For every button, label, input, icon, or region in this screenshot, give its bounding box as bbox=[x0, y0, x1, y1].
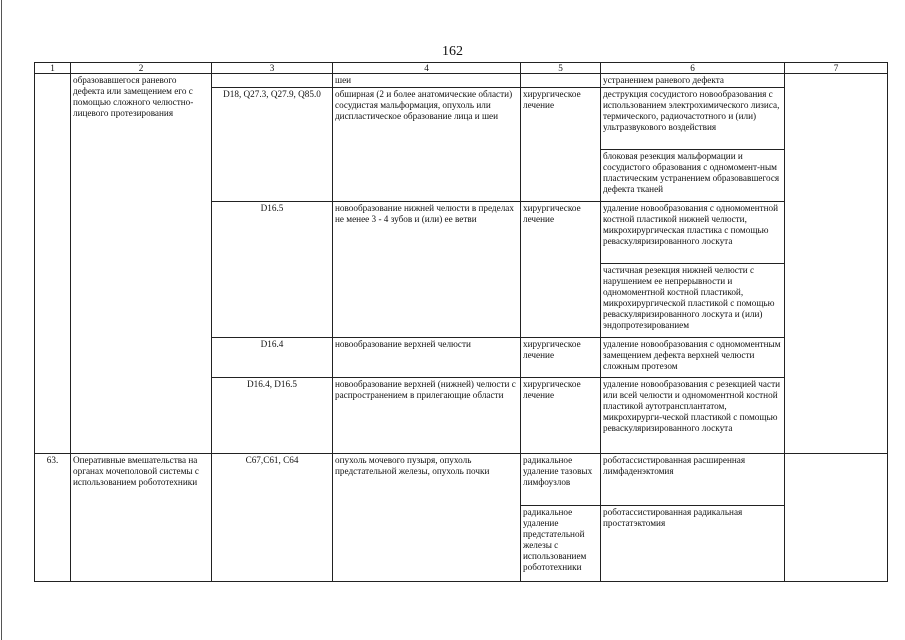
cell-icd-codes: D16.5 bbox=[212, 202, 333, 338]
column-header: 1 bbox=[35, 63, 71, 74]
cell-method: частичная резекция нижней челюсти с нарушением ее непрерывности и одномоментной костной пластикой, микрохирургической пластикой с помощью реваскуляризированного лоскута и (или) эндопротезированием bbox=[601, 264, 785, 338]
cell-icd-codes: C67,C61, C64 bbox=[212, 454, 333, 582]
cell-treatment-type: хирургическое лечение bbox=[521, 338, 601, 378]
cell-method: удаление новообразования с резекцией части или всей челюсти и одномоментной костной пластикой аутотрансплантатом, микрохирурги-ческой пластикой с помощью реваскуляризированного лоскута bbox=[601, 378, 785, 454]
column-header: 5 bbox=[521, 63, 601, 74]
cell-method: устранением раневого дефекта bbox=[601, 74, 785, 88]
cell-method: роботассистированная радикальная простатэктомия bbox=[601, 506, 785, 582]
cell-diagnosis: новообразование верхней (нижней) челюсти с распространением в прилегающие области bbox=[333, 378, 521, 454]
column-header: 3 bbox=[212, 63, 333, 74]
medical-care-table bbox=[34, 62, 888, 582]
cell-diagnosis: шеи bbox=[333, 74, 521, 88]
cell-intervention-type: образовавшегося раневого дефекта или замещением его с помощью сложного челюстно-лицевого протезирования bbox=[71, 74, 212, 454]
table-row bbox=[35, 74, 888, 88]
cell-method: роботассистированная расширенная лимфаденэктомия bbox=[601, 454, 785, 506]
cell-treatment-type: радикальное удаление предстательной железы с использованием робототехники bbox=[521, 506, 601, 582]
column-header: 7 bbox=[785, 63, 888, 74]
cell-diagnosis: обширная (2 и более анатомические области) сосудистая мальформация, опухоль или диспластическое образование лица и шеи bbox=[333, 88, 521, 202]
cell-method: деструкция сосудистого новообразования с использованием электрохимического лизиса, термического, радиочастотного и (или) ультразвукового воздействия bbox=[601, 88, 785, 150]
cell-diagnosis: новообразование нижней челюсти в пределах не менее 3 - 4 зубов и (или) ее ветви bbox=[333, 202, 521, 338]
cell-icd-codes bbox=[212, 74, 333, 88]
cell-icd-codes: D16.4 bbox=[212, 338, 333, 378]
cell-icd-codes: D16.4, D16.5 bbox=[212, 378, 333, 454]
cell-number: 63. bbox=[35, 454, 71, 582]
cell-number bbox=[35, 74, 71, 454]
page-left-border bbox=[1, 0, 2, 640]
cell-intervention-type: Оперативные вмешательства на органах мочеполовой системы с использованием робототехники bbox=[71, 454, 212, 582]
page-number: 162 bbox=[442, 44, 463, 59]
cell-diagnosis: новообразование верхней челюсти bbox=[333, 338, 521, 378]
column-header: 2 bbox=[71, 63, 212, 74]
cell-treatment-type: хирургическое лечение bbox=[521, 88, 601, 202]
cell-diagnosis: опухоль мочевого пузыря, опухоль предстательной железы, опухоль почки bbox=[333, 454, 521, 582]
cell-treatment-type: хирургическое лечение bbox=[521, 378, 601, 454]
cell-treatment-type bbox=[521, 74, 601, 88]
cell-treatment-type: радикальное удаление тазовых лимфоузлов bbox=[521, 454, 601, 506]
cell-treatment-type: хирургическое лечение bbox=[521, 202, 601, 338]
cell-standard bbox=[785, 454, 888, 582]
cell-method: удаление новообразования с одномоментным замещением дефекта верхней челюсти сложным протезом bbox=[601, 338, 785, 378]
column-header: 4 bbox=[333, 63, 521, 74]
cell-method: блоковая резекция мальформации и сосудистого образования с одномомент-ным пластическим устранением образовавшегося дефекта тканей bbox=[601, 150, 785, 202]
column-header: 6 bbox=[601, 63, 785, 74]
cell-method: удаление новообразования с одномоментной костной пластикой нижней челюсти, микрохирургическая пластика с помощью реваскуляризированного лоскута bbox=[601, 202, 785, 264]
cell-standard bbox=[785, 74, 888, 454]
table-row bbox=[35, 454, 888, 506]
cell-icd-codes: D18, Q27.3, Q27.9, Q85.0 bbox=[212, 88, 333, 202]
header-row bbox=[35, 63, 888, 74]
